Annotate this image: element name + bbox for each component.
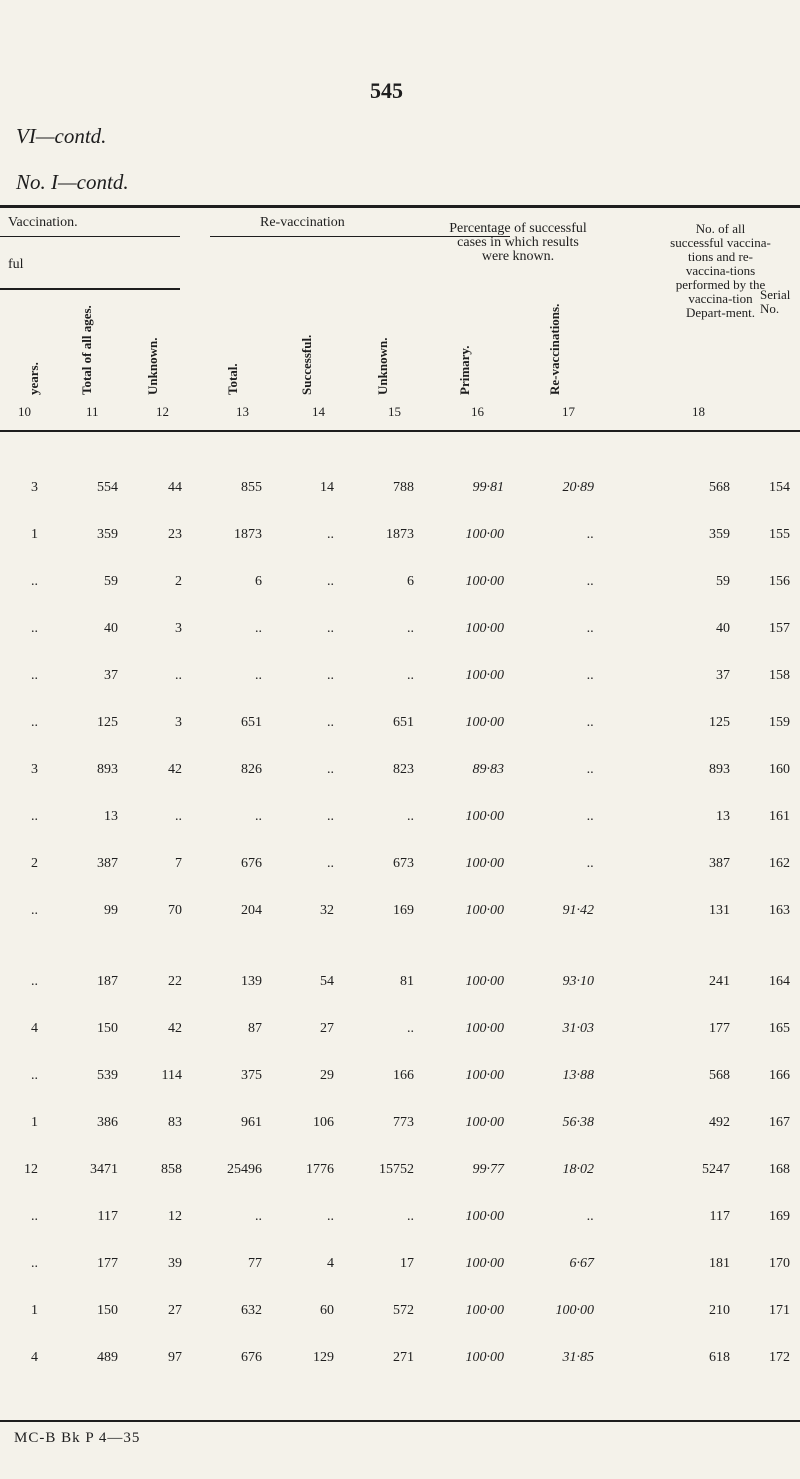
table-cell: 100·00 (555, 1303, 594, 1318)
table-cell: 131 (709, 903, 730, 918)
table-cell: .. (587, 809, 594, 824)
table-cell: .. (255, 621, 262, 636)
table-cell: 1 (31, 1115, 38, 1130)
percentage-group-label: Percentage of successful cases in which results were known. (449, 221, 587, 264)
table-row (0, 621, 800, 641)
table-row (0, 668, 800, 688)
table-cell: 59 (716, 574, 730, 589)
table-cell: .. (327, 762, 334, 777)
table-cell: 77 (248, 1256, 262, 1271)
col-number: 15 (388, 404, 401, 419)
table-cell: 42 (168, 1021, 182, 1036)
table-cell: 40 (716, 621, 730, 636)
table-cell: 100·00 (465, 1021, 504, 1036)
table-cell: 70 (168, 903, 182, 918)
table-cell: .. (327, 809, 334, 824)
col-number: 16 (471, 404, 484, 419)
col-years-header: years. (26, 362, 41, 395)
table-cell: 673 (393, 856, 414, 871)
table-cell: .. (407, 1021, 414, 1036)
table-cell: 359 (709, 527, 730, 542)
table-cell: .. (31, 715, 38, 730)
table-cell: .. (31, 809, 38, 824)
table-row (0, 1209, 800, 1229)
table-cell: 32 (320, 903, 334, 918)
table-cell: 241 (709, 974, 730, 989)
table-cell: 651 (393, 715, 414, 730)
table-cell: 165 (769, 1021, 790, 1036)
table-row (0, 1350, 800, 1370)
table-cell: 167 (769, 1115, 790, 1130)
table-cell: 893 (709, 762, 730, 777)
table-cell: 17 (400, 1256, 414, 1271)
table-cell: 1873 (386, 527, 414, 542)
col-number: 17 (562, 404, 575, 419)
table-cell: 6 (255, 574, 262, 589)
table-cell: 676 (241, 1350, 262, 1365)
table-row (0, 1162, 800, 1182)
table-cell: 100·00 (465, 1350, 504, 1365)
table-cell: 387 (97, 856, 118, 871)
table-cell: 893 (97, 762, 118, 777)
page-number: 545 (370, 78, 403, 103)
table-cell: 100·00 (465, 621, 504, 636)
table-row (0, 974, 800, 994)
table-cell: .. (587, 856, 594, 871)
table-row (0, 903, 800, 923)
table-cell: 12 (24, 1162, 38, 1177)
table-cell: 44 (168, 480, 182, 495)
table-cell: 100·00 (465, 809, 504, 824)
table-cell: 554 (97, 480, 118, 495)
table-cell: 1 (31, 1303, 38, 1318)
table-cell: 40 (104, 621, 118, 636)
table-cell: 387 (709, 856, 730, 871)
table-row (0, 762, 800, 782)
table-row (0, 1115, 800, 1135)
table-cell: 100·00 (465, 1068, 504, 1083)
table-cell: .. (587, 715, 594, 730)
table-row (0, 856, 800, 876)
table-cell: 100·00 (465, 903, 504, 918)
table-cell: 492 (709, 1115, 730, 1130)
table-cell: .. (587, 621, 594, 636)
table-cell: 100·00 (465, 574, 504, 589)
table-cell: .. (175, 809, 182, 824)
footer-imprint: MC-B Bk P 4—35 (14, 1430, 141, 1446)
successful-count-label: No. of all successful vaccina-tions and re-vaccina-tions performed by the vaccina-tion Depart-ment. (670, 221, 771, 320)
table-cell: .. (327, 527, 334, 542)
table-cell: 359 (97, 527, 118, 542)
table-cell: .. (31, 1209, 38, 1224)
table-cell: 204 (241, 903, 262, 918)
table-cell: 157 (769, 621, 790, 636)
table-cell: 2 (175, 574, 182, 589)
table-cell: 27 (320, 1021, 334, 1036)
table-row (0, 1303, 800, 1323)
table-cell: 42 (168, 762, 182, 777)
table-cell: 4 (31, 1021, 38, 1036)
col-number: 18 (692, 404, 705, 419)
table-cell: 177 (709, 1021, 730, 1036)
table-cell: 676 (241, 856, 262, 871)
table-cell: 160 (769, 762, 790, 777)
table-cell: 163 (769, 903, 790, 918)
table-cell: .. (407, 809, 414, 824)
table-cell: 181 (709, 1256, 730, 1271)
table-cell: .. (327, 715, 334, 730)
serial-no-label: Serial No. (760, 287, 791, 316)
table-cell: .. (31, 1256, 38, 1271)
table-cell: 20·89 (562, 480, 594, 495)
table-cell: 91·42 (562, 903, 594, 918)
table-cell: 83 (168, 1115, 182, 1130)
table-cell: 15752 (379, 1162, 414, 1177)
table-cell: .. (327, 1209, 334, 1224)
table-cell: 22 (168, 974, 182, 989)
table-row (0, 1256, 800, 1276)
footer-rule (0, 1420, 800, 1422)
table-cell: 7 (175, 856, 182, 871)
vaccination-sub-label: ful (8, 257, 24, 272)
table-cell: .. (31, 668, 38, 683)
table-row (0, 1068, 800, 1088)
table-cell: 210 (709, 1303, 730, 1318)
table-row (0, 574, 800, 594)
col-number: 12 (156, 404, 169, 419)
table-cell: 6·67 (569, 1256, 594, 1271)
table-cell: 54 (320, 974, 334, 989)
table-cell: .. (587, 1209, 594, 1224)
col-number: 13 (236, 404, 249, 419)
col-number: 14 (312, 404, 325, 419)
table-cell: 826 (241, 762, 262, 777)
table-cell: 12 (168, 1209, 182, 1224)
table-cell: 170 (769, 1256, 790, 1271)
table-cell: 651 (241, 715, 262, 730)
table-cell: 99 (104, 903, 118, 918)
table-cell: 4 (31, 1350, 38, 1365)
table-cell: 125 (709, 715, 730, 730)
table-cell: 99·81 (472, 480, 504, 495)
table-cell: 1776 (306, 1162, 334, 1177)
table-cell: 162 (769, 856, 790, 871)
table-cell: 4 (327, 1256, 334, 1271)
table-cell: .. (31, 1068, 38, 1083)
subsection-heading: No. I—contd. (16, 170, 129, 194)
table-cell: 13 (716, 809, 730, 824)
table-cell: 100·00 (465, 668, 504, 683)
table-cell: .. (587, 527, 594, 542)
table-cell: 177 (97, 1256, 118, 1271)
table-cell: 125 (97, 715, 118, 730)
table-cell: 100·00 (465, 1256, 504, 1271)
top-rule (0, 205, 800, 208)
table-cell: 3471 (90, 1162, 118, 1177)
table-cell: .. (587, 574, 594, 589)
table-cell: 99·77 (472, 1162, 504, 1177)
col-unknown-header: Unknown. (145, 337, 160, 395)
table-cell: 93·10 (562, 974, 594, 989)
table-cell: .. (255, 809, 262, 824)
table-cell: 3 (175, 621, 182, 636)
table-cell: 100·00 (465, 856, 504, 871)
table-cell: 171 (769, 1303, 790, 1318)
table-cell: .. (407, 1209, 414, 1224)
table-cell: 129 (313, 1350, 334, 1365)
table-cell: 100·00 (465, 1303, 504, 1318)
table-cell: .. (31, 574, 38, 589)
table-cell: 1873 (234, 527, 262, 542)
table-row (0, 527, 800, 547)
table-cell: 14 (320, 480, 334, 495)
table-cell: .. (587, 668, 594, 683)
table-cell: .. (31, 621, 38, 636)
col-total-all-ages-header: Total of all ages. (79, 305, 94, 395)
vaccination-sub-underline (0, 288, 180, 290)
col-successful-header: Successful. (299, 334, 314, 395)
vaccination-underline (0, 236, 180, 237)
table-cell: 187 (97, 974, 118, 989)
table-cell: 150 (97, 1021, 118, 1036)
table-cell: 166 (769, 1068, 790, 1083)
table-cell: 100·00 (465, 1115, 504, 1130)
table-cell: 773 (393, 1115, 414, 1130)
table-cell: 489 (97, 1350, 118, 1365)
table-cell: .. (327, 668, 334, 683)
table-cell: 60 (320, 1303, 334, 1318)
table-row (0, 1021, 800, 1041)
table-cell: 169 (393, 903, 414, 918)
table-cell: 31·03 (562, 1021, 594, 1036)
table-cell: 13 (104, 809, 118, 824)
table-cell: 166 (393, 1068, 414, 1083)
table-cell: 5247 (702, 1162, 730, 1177)
table-cell: .. (327, 856, 334, 871)
revaccination-group-label: Re-vaccination (260, 215, 345, 230)
table-cell: 100·00 (465, 974, 504, 989)
table-cell: 37 (716, 668, 730, 683)
table-cell: 172 (769, 1350, 790, 1365)
table-cell: 100·00 (465, 527, 504, 542)
table-row (0, 715, 800, 735)
table-cell: .. (255, 668, 262, 683)
table-cell: 154 (769, 480, 790, 495)
col-number: 11 (86, 404, 99, 419)
table-cell: 89·83 (472, 762, 504, 777)
table-cell: 632 (241, 1303, 262, 1318)
table-cell: 161 (769, 809, 790, 824)
section-heading: VI—contd. (16, 124, 107, 148)
table-cell: 2 (31, 856, 38, 871)
table-cell: 27 (168, 1303, 182, 1318)
table-cell: 114 (161, 1068, 182, 1083)
table-cell: 56·38 (562, 1115, 594, 1130)
table-cell: 150 (97, 1303, 118, 1318)
table-row (0, 809, 800, 829)
table-cell: .. (407, 621, 414, 636)
table-cell: 618 (709, 1350, 730, 1365)
table-cell: 117 (709, 1209, 730, 1224)
table-cell: 375 (241, 1068, 262, 1083)
table-cell: 117 (97, 1209, 118, 1224)
table-cell: .. (175, 668, 182, 683)
table-cell: 168 (769, 1162, 790, 1177)
table-cell: 169 (769, 1209, 790, 1224)
table-cell: 855 (241, 480, 262, 495)
header-bottom-rule (0, 430, 800, 432)
table-cell: 271 (393, 1350, 414, 1365)
table-cell: 1 (31, 527, 38, 542)
table-cell: 59 (104, 574, 118, 589)
col-number: 10 (18, 404, 31, 419)
table-cell: 13·88 (562, 1068, 594, 1083)
table-cell: .. (327, 621, 334, 636)
vaccination-group-label: Vaccination. (8, 215, 78, 230)
table-cell: 539 (97, 1068, 118, 1083)
table-cell: 39 (168, 1256, 182, 1271)
col-unknown2-header: Unknown. (375, 337, 390, 395)
table-cell: 158 (769, 668, 790, 683)
table-cell: 164 (769, 974, 790, 989)
table-cell: 81 (400, 974, 414, 989)
table-cell: 568 (709, 480, 730, 495)
table-cell: 31·85 (562, 1350, 594, 1365)
table-cell: 3 (175, 715, 182, 730)
table-cell: 106 (313, 1115, 334, 1130)
table-cell: 156 (769, 574, 790, 589)
table-cell: 87 (248, 1021, 262, 1036)
table-cell: 100·00 (465, 1209, 504, 1224)
table-cell: .. (407, 668, 414, 683)
table-cell: 6 (407, 574, 414, 589)
table-cell: .. (587, 762, 594, 777)
table-cell: 155 (769, 527, 790, 542)
col-primary-header: Primary. (457, 345, 472, 395)
table-cell: 568 (709, 1068, 730, 1083)
table-cell: 97 (168, 1350, 182, 1365)
table-cell: 100·00 (465, 715, 504, 730)
table-cell: 3 (31, 480, 38, 495)
table-row (0, 480, 800, 500)
table-cell: 29 (320, 1068, 334, 1083)
table-cell: .. (31, 903, 38, 918)
table-cell: .. (255, 1209, 262, 1224)
table-cell: 386 (97, 1115, 118, 1130)
table-cell: 25496 (227, 1162, 262, 1177)
table-cell: 3 (31, 762, 38, 777)
table-cell: 823 (393, 762, 414, 777)
col-total-header: Total. (225, 363, 240, 395)
table-cell: 961 (241, 1115, 262, 1130)
table-cell: 788 (393, 480, 414, 495)
table-cell: 159 (769, 715, 790, 730)
table-cell: 139 (241, 974, 262, 989)
table-cell: 23 (168, 527, 182, 542)
table-cell: .. (31, 974, 38, 989)
table-cell: .. (327, 574, 334, 589)
table-cell: 37 (104, 668, 118, 683)
table-cell: 858 (161, 1162, 182, 1177)
col-revaccinations-header: Re-vaccinations. (547, 303, 562, 395)
table-cell: 572 (393, 1303, 414, 1318)
table-cell: 18·02 (562, 1162, 594, 1177)
